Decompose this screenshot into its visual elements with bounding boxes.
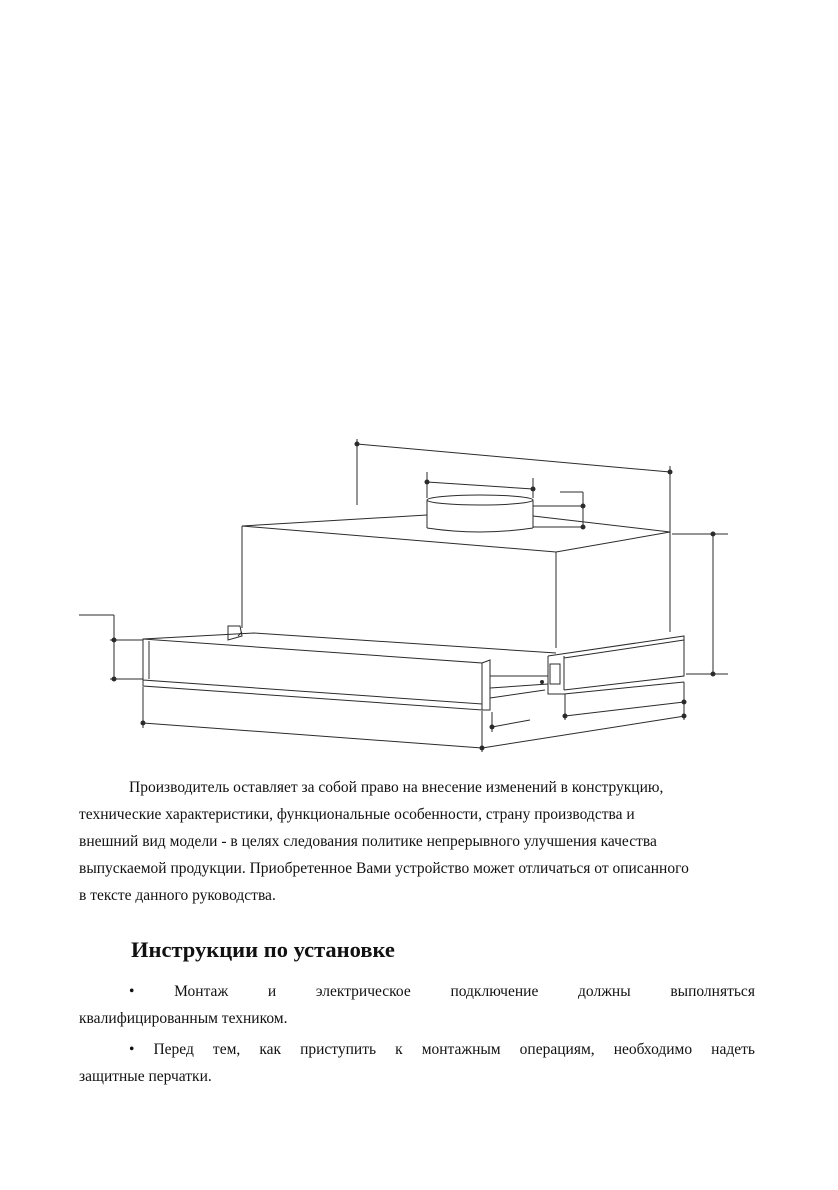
bullet-word: подключение [450,983,539,1000]
bullet-word: электрическое [315,983,411,1000]
disclaimer-line: в тексте данного руководства. [79,887,276,904]
bullet-word: выполняться [670,983,755,1000]
duct-collar [425,472,585,532]
bullet-word: операциям, [519,1041,595,1058]
bullet-dot: • [129,983,135,1000]
disclaimer-line: внешний вид модели - в целях следования политике непрерывного улучшения качества [79,833,657,850]
panel-width-dimension [141,687,484,752]
bullet-word: приступить [300,1041,377,1058]
height-dimension [672,532,728,676]
installation-heading: Инструкции по установке [131,937,395,962]
bullet-word: к [395,1041,403,1058]
top-width-dimension [355,439,672,532]
bullet-word: надеть [711,1041,755,1058]
hood-body [242,515,670,648]
bullet-word: монтажным [421,1041,501,1058]
panel-height-dimension [79,615,143,681]
left-bracket [228,626,242,640]
installation-bullet [79,978,755,1032]
disclaimer-line: Производитель оставляет за собой право на внесение изменений в конструкцию, [129,779,664,796]
bullet-word: должны [578,983,631,1000]
telescopic-panel [143,633,556,710]
installation-bullet [79,1036,755,1090]
bullet-word: как [259,1041,282,1058]
bullet-word: тем, [212,1041,241,1058]
disclaimer-line: технические характеристики, функциональные особенности, страну производства и [79,806,635,823]
bullet-word: Перед [153,1041,194,1058]
disclaimer-paragraph [79,774,759,909]
bullet-continuation: квалифицированным техником. [79,1010,288,1027]
disclaimer-line: выпускаемой продукции. Приобретенное Вами устройство может отличаться от описанного [79,860,689,877]
bullet-word: Монтаж [174,983,229,1000]
bullet-continuation: защитные перчатки. [79,1068,212,1085]
bullet-dot: • [129,1041,135,1058]
bullet-word: и [267,983,277,1000]
bullet-word: необходимо [613,1041,693,1058]
right-frame [548,636,684,694]
